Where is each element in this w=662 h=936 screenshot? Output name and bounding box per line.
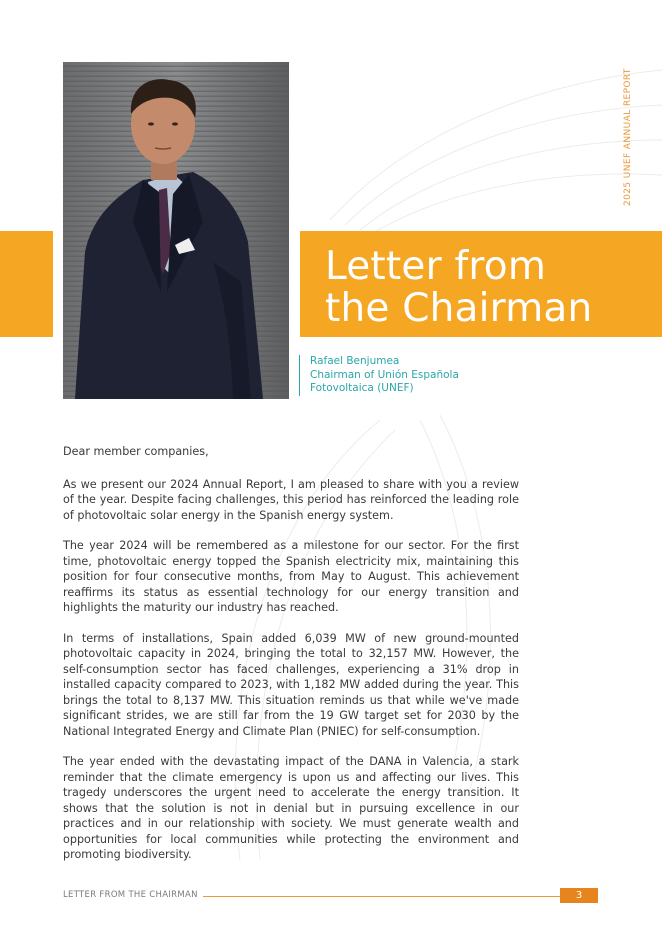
chairman-portrait — [63, 62, 289, 399]
letter-paragraph: The year 2024 will be remembered as a milestone for our sector. For the first time, photovoltaic energy topped the Spanish electricity mix, maintaining this position for four consecutive months, from May to August. This achievement reaffirms its status as essential technology for our energy transition and highlights the maturity our industry has reached. — [63, 539, 519, 614]
report-side-label: 2025 UNEF ANNUAL REPORT — [623, 68, 633, 206]
signatory-role-line-2: Fotovoltaica (UNEF) — [310, 382, 414, 394]
page-number: 3 — [560, 888, 598, 903]
letter-paragraph: In terms of installations, Spain added 6,039 MW of new ground-mounted photovoltaic capacity in 2024, bringing the total to 32,157 MW. However, the self-consumption sector has faced challenges, experiencing a 31% drop in installed capacity compared to 2023, with 1,182 MW added during the year. This brings the total to 8,137 MW. This situation reminds us that while we've made significant strides, we are still far from the 19 GW target set for 2030 by the National Integrated Energy and Climate Plan (PNIEC) for self-consumption. — [63, 631, 519, 738]
footer-divider — [203, 896, 560, 897]
signatory-name: Rafael Benjumea — [310, 355, 400, 367]
letter-paragraph: As we present our 2024 Annual Report, I am pleased to share with you a review of the year. Despite facing challenges, this period has reinforced the leading role of photovoltaic solar energy in the Spanish energy system. — [63, 477, 519, 522]
left-accent-bar — [0, 231, 53, 337]
title-banner — [300, 231, 662, 337]
page-title-line-1: Letter from — [325, 244, 547, 289]
letter-paragraph: The year ended with the devastating impact of the DANA in Valencia, a stark reminder that the climate emergency is upon us and affecting our lives. This tragedy underscores the urgent need to accelerate the energy transition. It shows that the solution is not in denial but in pursuing excellence in our practices and in our relationship with society. We must generate wealth and opportunities for local communities while protecting the environment and promoting biodiversity. — [63, 755, 519, 861]
footer-section-label: LETTER FROM THE CHAIRMAN — [63, 890, 198, 900]
signature-block — [299, 355, 459, 396]
signatory-role-line-1: Chairman of Unión Española — [310, 368, 459, 381]
letter-salutation: Dear member companies, — [63, 445, 209, 458]
page-title-line-2: the Chairman — [325, 286, 593, 331]
letter-body — [63, 444, 519, 878]
